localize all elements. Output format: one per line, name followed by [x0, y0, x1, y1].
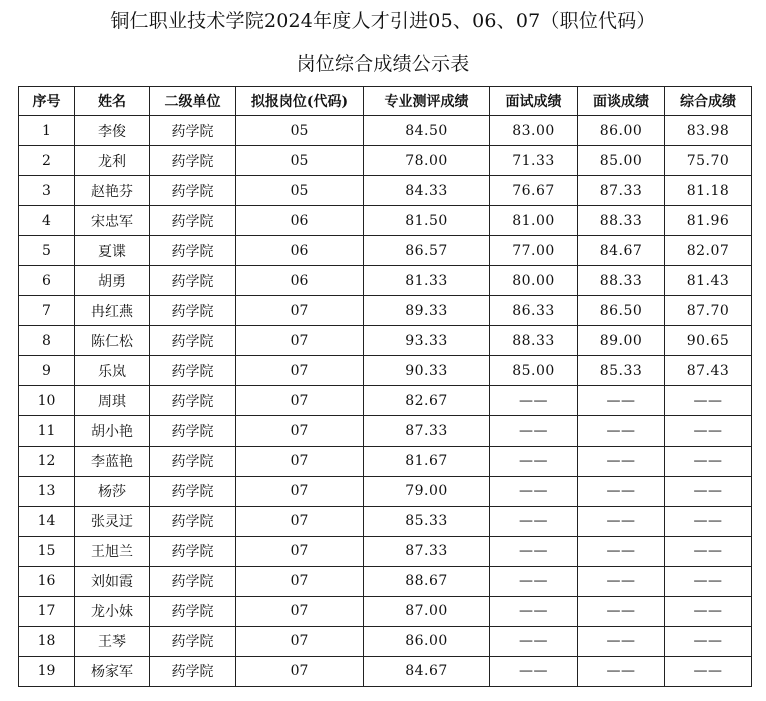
cell-unit: 药学院: [150, 356, 236, 386]
cell-total-score: ——: [665, 596, 752, 626]
cell-talk-score: ——: [578, 566, 665, 596]
cell-interview-score: 71.33: [490, 146, 578, 176]
cell-post: 07: [236, 626, 364, 656]
table-row: [19, 656, 752, 686]
cell-interview-score: ——: [490, 626, 578, 656]
cell-talk-score: ——: [578, 626, 665, 656]
cell-no: 19: [19, 656, 75, 686]
table-row: [19, 266, 752, 296]
table-row: [19, 146, 752, 176]
cell-professional-score: 87.33: [364, 536, 490, 566]
table-row: [19, 326, 752, 356]
cell-no: 7: [19, 296, 75, 326]
document-title: 铜仁职业技术学院2024年度人才引进05、06、07（职位代码）: [110, 10, 656, 32]
cell-no: 14: [19, 506, 75, 536]
cell-unit: 药学院: [150, 536, 236, 566]
cell-total-score: ——: [665, 476, 752, 506]
cell-total-score: 82.07: [665, 236, 752, 266]
cell-unit: 药学院: [150, 476, 236, 506]
cell-interview-score: ——: [490, 446, 578, 476]
cell-total-score: ——: [665, 416, 752, 446]
cell-total-score: ——: [665, 536, 752, 566]
cell-unit: 药学院: [150, 266, 236, 296]
cell-talk-score: ——: [578, 476, 665, 506]
cell-talk-score: 88.33: [578, 206, 665, 236]
cell-name: 周琪: [75, 386, 150, 416]
cell-post: 06: [236, 206, 364, 236]
column-header-talk-score: 面谈成绩: [578, 87, 665, 116]
cell-professional-score: 82.67: [364, 386, 490, 416]
table-row: [19, 566, 752, 596]
cell-no: 11: [19, 416, 75, 446]
cell-no: 12: [19, 446, 75, 476]
cell-unit: 药学院: [150, 176, 236, 206]
cell-talk-score: 87.33: [578, 176, 665, 206]
cell-professional-score: 87.00: [364, 596, 490, 626]
cell-name: 杨家军: [75, 656, 150, 686]
cell-talk-score: ——: [578, 446, 665, 476]
cell-talk-score: 84.67: [578, 236, 665, 266]
cell-talk-score: 88.33: [578, 266, 665, 296]
cell-no: 16: [19, 566, 75, 596]
cell-professional-score: 81.50: [364, 206, 490, 236]
table-row: [19, 536, 752, 566]
table-row: [19, 446, 752, 476]
cell-no: 2: [19, 146, 75, 176]
cell-post: 07: [236, 326, 364, 356]
table-row: [19, 416, 752, 446]
cell-post: 07: [236, 476, 364, 506]
column-header-no: 序号: [19, 87, 75, 116]
column-header-name: 姓名: [75, 87, 150, 116]
cell-talk-score: 85.33: [578, 356, 665, 386]
cell-interview-score: 85.00: [490, 356, 578, 386]
cell-no: 3: [19, 176, 75, 206]
cell-name: 夏谍: [75, 236, 150, 266]
column-header-professional-score: 专业测评成绩: [364, 87, 490, 116]
cell-talk-score: 89.00: [578, 326, 665, 356]
cell-total-score: 75.70: [665, 146, 752, 176]
cell-interview-score: ——: [490, 536, 578, 566]
cell-post: 07: [236, 356, 364, 386]
cell-professional-score: 78.00: [364, 146, 490, 176]
document-subtitle: 岗位综合成绩公示表: [296, 53, 470, 75]
cell-name: 赵艳芬: [75, 176, 150, 206]
cell-interview-score: ——: [490, 386, 578, 416]
cell-unit: 药学院: [150, 206, 236, 236]
cell-name: 王旭兰: [75, 536, 150, 566]
cell-no: 10: [19, 386, 75, 416]
cell-professional-score: 86.57: [364, 236, 490, 266]
cell-name: 龙利: [75, 146, 150, 176]
cell-no: 18: [19, 626, 75, 656]
cell-name: 陈仁松: [75, 326, 150, 356]
cell-name: 张灵迂: [75, 506, 150, 536]
table-row: [19, 626, 752, 656]
table-row: [19, 206, 752, 236]
cell-interview-score: 86.33: [490, 296, 578, 326]
cell-unit: 药学院: [150, 146, 236, 176]
cell-professional-score: 84.33: [364, 176, 490, 206]
table-row: [19, 236, 752, 266]
cell-total-score: 81.43: [665, 266, 752, 296]
cell-unit: 药学院: [150, 116, 236, 146]
cell-name: 刘如霞: [75, 566, 150, 596]
column-header-unit: 二级单位: [150, 87, 236, 116]
cell-post: 05: [236, 176, 364, 206]
cell-post: 07: [236, 446, 364, 476]
cell-total-score: ——: [665, 656, 752, 686]
table-row: [19, 506, 752, 536]
cell-professional-score: 81.33: [364, 266, 490, 296]
cell-interview-score: 77.00: [490, 236, 578, 266]
cell-name: 李俊: [75, 116, 150, 146]
cell-interview-score: 76.67: [490, 176, 578, 206]
cell-no: 4: [19, 206, 75, 236]
cell-professional-score: 88.67: [364, 566, 490, 596]
cell-unit: 药学院: [150, 416, 236, 446]
cell-interview-score: 81.00: [490, 206, 578, 236]
cell-total-score: 81.18: [665, 176, 752, 206]
cell-professional-score: 79.00: [364, 476, 490, 506]
cell-no: 6: [19, 266, 75, 296]
cell-total-score: 90.65: [665, 326, 752, 356]
cell-professional-score: 86.00: [364, 626, 490, 656]
cell-unit: 药学院: [150, 566, 236, 596]
table-row: [19, 386, 752, 416]
cell-post: 07: [236, 656, 364, 686]
cell-total-score: ——: [665, 446, 752, 476]
cell-interview-score: ——: [490, 656, 578, 686]
cell-no: 5: [19, 236, 75, 266]
cell-total-score: ——: [665, 506, 752, 536]
cell-post: 06: [236, 236, 364, 266]
cell-interview-score: 80.00: [490, 266, 578, 296]
cell-post: 07: [236, 536, 364, 566]
cell-name: 冉红燕: [75, 296, 150, 326]
cell-professional-score: 90.33: [364, 356, 490, 386]
cell-unit: 药学院: [150, 506, 236, 536]
cell-talk-score: ——: [578, 416, 665, 446]
cell-post: 07: [236, 596, 364, 626]
cell-total-score: ——: [665, 626, 752, 656]
cell-unit: 药学院: [150, 296, 236, 326]
cell-no: 13: [19, 476, 75, 506]
cell-total-score: ——: [665, 566, 752, 596]
cell-post: 07: [236, 506, 364, 536]
cell-unit: 药学院: [150, 626, 236, 656]
cell-post: 07: [236, 386, 364, 416]
cell-unit: 药学院: [150, 656, 236, 686]
cell-name: 宋忠军: [75, 206, 150, 236]
cell-name: 龙小妹: [75, 596, 150, 626]
cell-name: 胡小艳: [75, 416, 150, 446]
table-row: [19, 356, 752, 386]
cell-talk-score: ——: [578, 506, 665, 536]
table-header-row: [19, 87, 752, 116]
table-row: [19, 476, 752, 506]
cell-unit: 药学院: [150, 596, 236, 626]
table-row: [19, 116, 752, 146]
cell-talk-score: ——: [578, 386, 665, 416]
column-header-interview-score: 面试成绩: [490, 87, 578, 116]
cell-post: 07: [236, 416, 364, 446]
cell-professional-score: 84.50: [364, 116, 490, 146]
cell-post: 07: [236, 296, 364, 326]
cell-unit: 药学院: [150, 236, 236, 266]
cell-total-score: 87.43: [665, 356, 752, 386]
cell-interview-score: ——: [490, 566, 578, 596]
cell-interview-score: ——: [490, 506, 578, 536]
table-body: [19, 116, 752, 687]
cell-name: 王琴: [75, 626, 150, 656]
cell-unit: 药学院: [150, 446, 236, 476]
cell-interview-score: ——: [490, 416, 578, 446]
cell-talk-score: 86.00: [578, 116, 665, 146]
cell-no: 1: [19, 116, 75, 146]
cell-total-score: 87.70: [665, 296, 752, 326]
cell-name: 乐岚: [75, 356, 150, 386]
cell-unit: 药学院: [150, 326, 236, 356]
cell-unit: 药学院: [150, 386, 236, 416]
cell-talk-score: ——: [578, 536, 665, 566]
table-row: [19, 176, 752, 206]
cell-no: 15: [19, 536, 75, 566]
cell-interview-score: 83.00: [490, 116, 578, 146]
cell-professional-score: 93.33: [364, 326, 490, 356]
cell-interview-score: 88.33: [490, 326, 578, 356]
column-header-total-score: 综合成绩: [665, 87, 752, 116]
cell-professional-score: 84.67: [364, 656, 490, 686]
cell-no: 8: [19, 326, 75, 356]
cell-post: 05: [236, 116, 364, 146]
cell-talk-score: ——: [578, 596, 665, 626]
cell-total-score: 81.96: [665, 206, 752, 236]
cell-professional-score: 81.67: [364, 446, 490, 476]
cell-interview-score: ——: [490, 476, 578, 506]
results-table: [18, 86, 752, 687]
cell-talk-score: 86.50: [578, 296, 665, 326]
cell-talk-score: ——: [578, 656, 665, 686]
cell-professional-score: 89.33: [364, 296, 490, 326]
cell-talk-score: 85.00: [578, 146, 665, 176]
column-header-post: 拟报岗位(代码): [236, 87, 364, 116]
table-row: [19, 596, 752, 626]
cell-no: 9: [19, 356, 75, 386]
cell-name: 李蓝艳: [75, 446, 150, 476]
cell-interview-score: ——: [490, 596, 578, 626]
cell-post: 07: [236, 566, 364, 596]
table-row: [19, 296, 752, 326]
cell-total-score: 83.98: [665, 116, 752, 146]
cell-no: 17: [19, 596, 75, 626]
cell-professional-score: 85.33: [364, 506, 490, 536]
cell-professional-score: 87.33: [364, 416, 490, 446]
cell-total-score: ——: [665, 386, 752, 416]
cell-name: 胡勇: [75, 266, 150, 296]
cell-post: 06: [236, 266, 364, 296]
cell-post: 05: [236, 146, 364, 176]
cell-name: 杨莎: [75, 476, 150, 506]
